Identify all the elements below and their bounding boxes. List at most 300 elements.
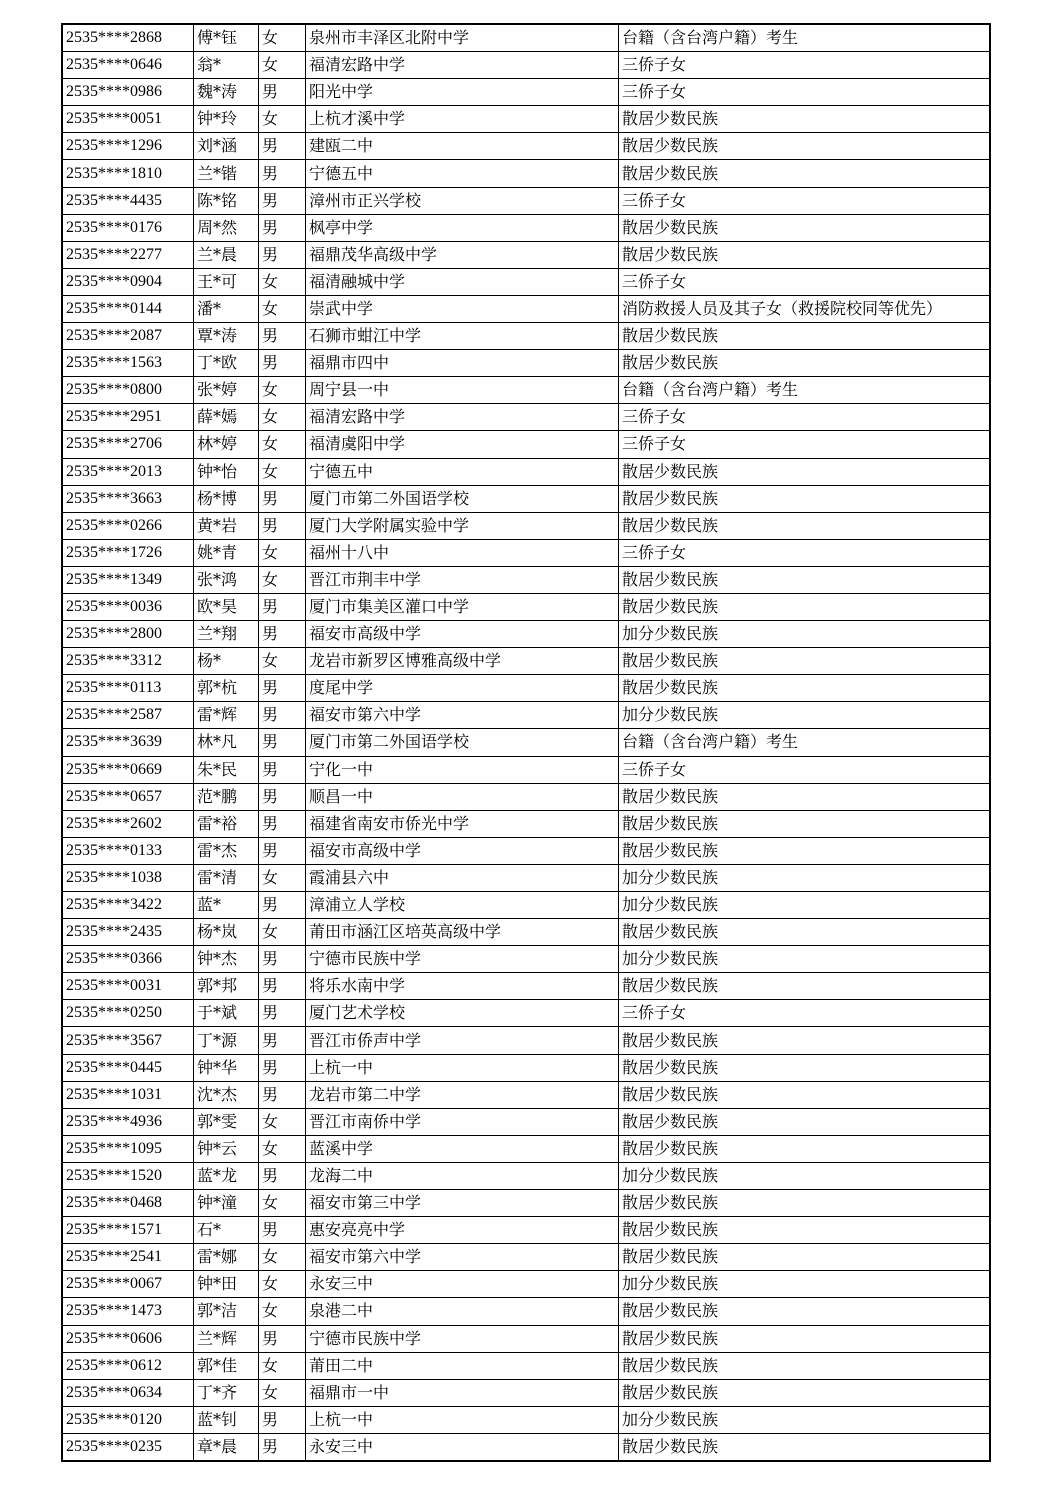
candidate-id-cell: 2535****0657 — [62, 783, 194, 810]
gender-cell: 女 — [259, 268, 306, 295]
candidate-id-cell: 2535****1810 — [62, 160, 194, 187]
candidate-name-cell: 周*然 — [194, 214, 259, 241]
candidate-id-cell: 2535****3422 — [62, 892, 194, 919]
candidate-id-cell: 2535****0266 — [62, 512, 194, 539]
gender-cell: 女 — [259, 1244, 306, 1271]
table-row — [62, 214, 990, 241]
candidate-id-cell: 2535****3639 — [62, 729, 194, 756]
candidate-id-cell: 2535****0986 — [62, 79, 194, 106]
gender-cell: 女 — [259, 377, 306, 404]
candidate-name-cell: 蓝* — [194, 892, 259, 919]
candidate-name-cell: 兰*锴 — [194, 160, 259, 187]
school-cell: 龙岩市新罗区博雅高级中学 — [306, 648, 619, 675]
table-row — [62, 973, 990, 1000]
school-cell: 福建省南安市侨光中学 — [306, 810, 619, 837]
school-cell: 宁德五中 — [306, 458, 619, 485]
school-cell: 福清虞阳中学 — [306, 431, 619, 458]
table-row — [62, 1325, 990, 1352]
table-row — [62, 837, 990, 864]
school-cell: 上杭一中 — [306, 1054, 619, 1081]
school-cell: 永安三中 — [306, 1271, 619, 1298]
category-cell: 三侨子女 — [619, 268, 991, 295]
table-row — [62, 404, 990, 431]
candidate-name-cell: 张*婷 — [194, 377, 259, 404]
category-cell: 散居少数民族 — [619, 648, 991, 675]
candidate-name-cell: 沈*杰 — [194, 1081, 259, 1108]
category-cell: 散居少数民族 — [619, 675, 991, 702]
school-cell: 将乐水南中学 — [306, 973, 619, 1000]
candidate-name-cell: 钟*杰 — [194, 946, 259, 973]
school-cell: 福安市高级中学 — [306, 621, 619, 648]
table-row — [62, 52, 990, 79]
table-row — [62, 593, 990, 620]
table-row — [62, 675, 990, 702]
school-cell: 度尾中学 — [306, 675, 619, 702]
gender-cell: 女 — [259, 24, 306, 52]
candidate-id-cell: 2535****3663 — [62, 485, 194, 512]
school-cell: 厦门艺术学校 — [306, 1000, 619, 1027]
candidate-id-cell: 2535****1473 — [62, 1298, 194, 1325]
candidate-name-cell: 姚*青 — [194, 539, 259, 566]
school-cell: 厦门市第二外国语学校 — [306, 729, 619, 756]
school-cell: 上杭才溪中学 — [306, 106, 619, 133]
candidate-name-cell: 章*晨 — [194, 1433, 259, 1461]
candidate-id-cell: 2535****1296 — [62, 133, 194, 160]
table-row — [62, 729, 990, 756]
category-cell: 加分少数民族 — [619, 1271, 991, 1298]
candidate-name-cell: 钟*田 — [194, 1271, 259, 1298]
category-cell: 散居少数民族 — [619, 973, 991, 1000]
candidate-id-cell: 2535****3567 — [62, 1027, 194, 1054]
category-cell: 三侨子女 — [619, 52, 991, 79]
table-row — [62, 458, 990, 485]
table-row — [62, 485, 990, 512]
school-cell: 阳光中学 — [306, 79, 619, 106]
category-cell: 加分少数民族 — [619, 1162, 991, 1189]
table-row — [62, 1379, 990, 1406]
gender-cell: 女 — [259, 431, 306, 458]
category-cell: 台籍（含台湾户籍）考生 — [619, 24, 991, 52]
gender-cell: 男 — [259, 593, 306, 620]
school-cell: 福安市第六中学 — [306, 702, 619, 729]
table-row — [62, 1000, 990, 1027]
school-cell: 莆田市涵江区培英高级中学 — [306, 919, 619, 946]
table-row — [62, 268, 990, 295]
school-cell: 泉港二中 — [306, 1298, 619, 1325]
gender-cell: 男 — [259, 1433, 306, 1461]
school-cell: 福安市高级中学 — [306, 837, 619, 864]
candidate-name-cell: 丁*欧 — [194, 350, 259, 377]
candidate-name-cell: 郭*邦 — [194, 973, 259, 1000]
candidate-name-cell: 林*婷 — [194, 431, 259, 458]
candidate-name-cell: 翁* — [194, 52, 259, 79]
gender-cell: 女 — [259, 1190, 306, 1217]
category-cell: 散居少数民族 — [619, 1081, 991, 1108]
candidate-id-cell: 2535****0133 — [62, 837, 194, 864]
gender-cell: 男 — [259, 241, 306, 268]
school-cell: 厦门大学附属实验中学 — [306, 512, 619, 539]
candidate-name-cell: 钟*云 — [194, 1135, 259, 1162]
candidate-name-cell: 林*凡 — [194, 729, 259, 756]
candidate-id-cell: 2535****0250 — [62, 1000, 194, 1027]
candidate-id-cell: 2535****3312 — [62, 648, 194, 675]
category-cell: 散居少数民族 — [619, 512, 991, 539]
candidate-id-cell: 2535****0031 — [62, 973, 194, 1000]
gender-cell: 女 — [259, 1271, 306, 1298]
candidate-id-cell: 2535****2602 — [62, 810, 194, 837]
category-cell: 散居少数民族 — [619, 323, 991, 350]
school-cell: 莆田二中 — [306, 1352, 619, 1379]
category-cell: 散居少数民族 — [619, 1135, 991, 1162]
candidate-name-cell: 雷*辉 — [194, 702, 259, 729]
school-cell: 福鼎市四中 — [306, 350, 619, 377]
candidate-name-cell: 薛*嫣 — [194, 404, 259, 431]
category-cell: 散居少数民族 — [619, 1379, 991, 1406]
gender-cell: 男 — [259, 837, 306, 864]
category-cell: 散居少数民族 — [619, 810, 991, 837]
category-cell: 散居少数民族 — [619, 566, 991, 593]
gender-cell: 女 — [259, 1379, 306, 1406]
candidate-name-cell: 杨*博 — [194, 485, 259, 512]
category-cell: 散居少数民族 — [619, 1433, 991, 1461]
school-cell: 厦门市第二外国语学校 — [306, 485, 619, 512]
candidate-name-cell: 丁*源 — [194, 1027, 259, 1054]
gender-cell: 男 — [259, 187, 306, 214]
category-cell: 散居少数民族 — [619, 458, 991, 485]
school-cell: 龙岩市第二中学 — [306, 1081, 619, 1108]
school-cell: 福鼎市一中 — [306, 1379, 619, 1406]
category-cell: 散居少数民族 — [619, 160, 991, 187]
table-row — [62, 1054, 990, 1081]
school-cell: 蓝溪中学 — [306, 1135, 619, 1162]
category-cell: 散居少数民族 — [619, 1244, 991, 1271]
table-row — [62, 1406, 990, 1433]
school-cell: 霞浦县六中 — [306, 864, 619, 891]
candidate-id-cell: 2535****0634 — [62, 1379, 194, 1406]
candidate-id-cell: 2535****0235 — [62, 1433, 194, 1461]
table-row — [62, 892, 990, 919]
candidate-id-cell: 2535****1520 — [62, 1162, 194, 1189]
candidate-name-cell: 刘*涵 — [194, 133, 259, 160]
candidate-id-cell: 2535****1571 — [62, 1217, 194, 1244]
table-row — [62, 1217, 990, 1244]
gender-cell: 男 — [259, 973, 306, 1000]
table-row — [62, 1244, 990, 1271]
gender-cell: 男 — [259, 512, 306, 539]
candidate-id-cell: 2535****0113 — [62, 675, 194, 702]
candidate-name-cell: 范*鹏 — [194, 783, 259, 810]
candidate-name-cell: 石* — [194, 1217, 259, 1244]
candidate-id-cell: 2535****2587 — [62, 702, 194, 729]
candidate-id-cell: 2535****2868 — [62, 24, 194, 52]
candidate-name-cell: 郭*洁 — [194, 1298, 259, 1325]
category-cell: 散居少数民族 — [619, 1190, 991, 1217]
candidate-name-cell: 雷*清 — [194, 864, 259, 891]
gender-cell: 男 — [259, 1217, 306, 1244]
school-cell: 石狮市蚶江中学 — [306, 323, 619, 350]
category-cell: 三侨子女 — [619, 431, 991, 458]
category-cell: 散居少数民族 — [619, 214, 991, 241]
category-cell: 散居少数民族 — [619, 837, 991, 864]
category-cell: 散居少数民族 — [619, 241, 991, 268]
category-cell: 三侨子女 — [619, 404, 991, 431]
school-cell: 龙海二中 — [306, 1162, 619, 1189]
candidate-name-cell: 钟*潼 — [194, 1190, 259, 1217]
table-row — [62, 648, 990, 675]
gender-cell: 男 — [259, 675, 306, 702]
school-cell: 宁化一中 — [306, 756, 619, 783]
category-cell: 散居少数民族 — [619, 1108, 991, 1135]
candidate-name-cell: 兰*翔 — [194, 621, 259, 648]
gender-cell: 男 — [259, 621, 306, 648]
candidate-name-cell: 雷*裕 — [194, 810, 259, 837]
category-cell: 台籍（含台湾户籍）考生 — [619, 729, 991, 756]
school-cell: 福安市第三中学 — [306, 1190, 619, 1217]
school-cell: 崇武中学 — [306, 295, 619, 322]
category-cell: 三侨子女 — [619, 1000, 991, 1027]
table-row — [62, 783, 990, 810]
school-cell: 福清融城中学 — [306, 268, 619, 295]
candidate-id-cell: 2535****1563 — [62, 350, 194, 377]
table-row — [62, 756, 990, 783]
table-row — [62, 24, 990, 52]
candidate-name-cell: 兰*晨 — [194, 241, 259, 268]
category-cell: 散居少数民族 — [619, 1325, 991, 1352]
candidate-id-cell: 2535****1038 — [62, 864, 194, 891]
category-cell: 散居少数民族 — [619, 593, 991, 620]
gender-cell: 男 — [259, 810, 306, 837]
candidate-name-cell: 魏*涛 — [194, 79, 259, 106]
table-row — [62, 106, 990, 133]
category-cell: 散居少数民族 — [619, 350, 991, 377]
category-cell: 加分少数民族 — [619, 702, 991, 729]
table-row — [62, 295, 990, 322]
candidate-name-cell: 兰*辉 — [194, 1325, 259, 1352]
table-row — [62, 1162, 990, 1189]
school-cell: 枫亭中学 — [306, 214, 619, 241]
roster-table — [61, 23, 991, 1462]
table-row — [62, 79, 990, 106]
candidate-name-cell: 傅*钰 — [194, 24, 259, 52]
candidate-name-cell: 郭*雯 — [194, 1108, 259, 1135]
table-row — [62, 1433, 990, 1461]
school-cell: 宁德五中 — [306, 160, 619, 187]
category-cell: 散居少数民族 — [619, 1298, 991, 1325]
candidate-id-cell: 2535****1349 — [62, 566, 194, 593]
category-cell: 三侨子女 — [619, 79, 991, 106]
category-cell: 三侨子女 — [619, 756, 991, 783]
gender-cell: 男 — [259, 783, 306, 810]
candidate-name-cell: 陈*铭 — [194, 187, 259, 214]
candidate-id-cell: 2535****4435 — [62, 187, 194, 214]
gender-cell: 男 — [259, 1081, 306, 1108]
school-cell: 漳浦立人学校 — [306, 892, 619, 919]
candidate-name-cell: 潘* — [194, 295, 259, 322]
candidate-id-cell: 2535****0067 — [62, 1271, 194, 1298]
candidate-name-cell: 王*可 — [194, 268, 259, 295]
category-cell: 散居少数民族 — [619, 106, 991, 133]
gender-cell: 男 — [259, 350, 306, 377]
gender-cell: 男 — [259, 1000, 306, 1027]
candidate-id-cell: 2535****0176 — [62, 214, 194, 241]
table-row — [62, 539, 990, 566]
candidate-id-cell: 2535****0366 — [62, 946, 194, 973]
gender-cell: 男 — [259, 1325, 306, 1352]
category-cell: 台籍（含台湾户籍）考生 — [619, 377, 991, 404]
gender-cell: 男 — [259, 1162, 306, 1189]
gender-cell: 男 — [259, 485, 306, 512]
candidate-id-cell: 2535****0669 — [62, 756, 194, 783]
gender-cell: 男 — [259, 323, 306, 350]
school-cell: 永安三中 — [306, 1433, 619, 1461]
table-row — [62, 1352, 990, 1379]
table-row — [62, 1108, 990, 1135]
gender-cell: 男 — [259, 214, 306, 241]
table-row — [62, 133, 990, 160]
gender-cell: 男 — [259, 946, 306, 973]
gender-cell: 女 — [259, 648, 306, 675]
candidate-id-cell: 2535****0468 — [62, 1190, 194, 1217]
category-cell: 散居少数民族 — [619, 1027, 991, 1054]
category-cell: 消防救援人员及其子女（救援院校同等优先） — [619, 295, 991, 322]
category-cell: 散居少数民族 — [619, 133, 991, 160]
category-cell: 加分少数民族 — [619, 946, 991, 973]
gender-cell: 女 — [259, 1135, 306, 1162]
gender-cell: 女 — [259, 566, 306, 593]
category-cell: 三侨子女 — [619, 539, 991, 566]
candidate-id-cell: 2535****2706 — [62, 431, 194, 458]
school-cell: 晋江市荆丰中学 — [306, 566, 619, 593]
table-row — [62, 512, 990, 539]
candidate-name-cell: 蓝*龙 — [194, 1162, 259, 1189]
candidate-id-cell: 2535****0606 — [62, 1325, 194, 1352]
category-cell: 散居少数民族 — [619, 485, 991, 512]
category-cell: 散居少数民族 — [619, 783, 991, 810]
table-row — [62, 187, 990, 214]
table-row — [62, 621, 990, 648]
school-cell: 福州十八中 — [306, 539, 619, 566]
candidate-id-cell: 2535****0036 — [62, 593, 194, 620]
table-row — [62, 864, 990, 891]
category-cell: 散居少数民族 — [619, 1054, 991, 1081]
candidate-id-cell: 2535****2800 — [62, 621, 194, 648]
school-cell: 泉州市丰泽区北附中学 — [306, 24, 619, 52]
candidate-name-cell: 杨* — [194, 648, 259, 675]
candidate-name-cell: 张*鸿 — [194, 566, 259, 593]
gender-cell: 女 — [259, 295, 306, 322]
candidate-id-cell: 2535****1726 — [62, 539, 194, 566]
category-cell: 加分少数民族 — [619, 892, 991, 919]
candidate-id-cell: 2535****1031 — [62, 1081, 194, 1108]
candidate-id-cell: 2535****0051 — [62, 106, 194, 133]
table-row — [62, 702, 990, 729]
school-cell: 宁德市民族中学 — [306, 1325, 619, 1352]
candidate-name-cell: 丁*齐 — [194, 1379, 259, 1406]
table-row — [62, 810, 990, 837]
candidate-id-cell: 2535****2277 — [62, 241, 194, 268]
table-row — [62, 1298, 990, 1325]
candidate-id-cell: 2535****0612 — [62, 1352, 194, 1379]
candidate-name-cell: 蓝*钊 — [194, 1406, 259, 1433]
candidate-id-cell: 2535****0120 — [62, 1406, 194, 1433]
school-cell: 惠安亮亮中学 — [306, 1217, 619, 1244]
gender-cell: 女 — [259, 404, 306, 431]
candidate-id-cell: 2535****1095 — [62, 1135, 194, 1162]
candidate-name-cell: 欧*昊 — [194, 593, 259, 620]
roster-body — [62, 24, 990, 1461]
school-cell: 福安市第六中学 — [306, 1244, 619, 1271]
candidate-name-cell: 郭*杭 — [194, 675, 259, 702]
school-cell: 周宁县一中 — [306, 377, 619, 404]
candidate-id-cell: 2535****2435 — [62, 919, 194, 946]
category-cell: 散居少数民族 — [619, 1217, 991, 1244]
gender-cell: 男 — [259, 133, 306, 160]
category-cell: 散居少数民族 — [619, 1352, 991, 1379]
school-cell: 厦门市集美区灌口中学 — [306, 593, 619, 620]
school-cell: 宁德市民族中学 — [306, 946, 619, 973]
gender-cell: 女 — [259, 919, 306, 946]
category-cell: 三侨子女 — [619, 187, 991, 214]
gender-cell: 女 — [259, 1298, 306, 1325]
gender-cell: 男 — [259, 729, 306, 756]
table-row — [62, 946, 990, 973]
gender-cell: 女 — [259, 106, 306, 133]
candidate-id-cell: 2535****2087 — [62, 323, 194, 350]
candidate-id-cell: 2535****2013 — [62, 458, 194, 485]
gender-cell: 男 — [259, 702, 306, 729]
school-cell: 建瓯二中 — [306, 133, 619, 160]
candidate-name-cell: 黄*岩 — [194, 512, 259, 539]
table-row — [62, 377, 990, 404]
gender-cell: 女 — [259, 1108, 306, 1135]
table-row — [62, 323, 990, 350]
gender-cell: 女 — [259, 864, 306, 891]
candidate-name-cell: 于*斌 — [194, 1000, 259, 1027]
candidate-id-cell: 2535****0904 — [62, 268, 194, 295]
table-row — [62, 919, 990, 946]
candidate-id-cell: 2535****0445 — [62, 1054, 194, 1081]
table-row — [62, 431, 990, 458]
candidate-name-cell: 雷*杰 — [194, 837, 259, 864]
school-cell: 晋江市南侨中学 — [306, 1108, 619, 1135]
candidate-name-cell: 钟*玲 — [194, 106, 259, 133]
candidate-id-cell: 2535****2951 — [62, 404, 194, 431]
table-row — [62, 1135, 990, 1162]
candidate-id-cell: 2535****0800 — [62, 377, 194, 404]
candidate-id-cell: 2535****0646 — [62, 52, 194, 79]
category-cell: 加分少数民族 — [619, 1406, 991, 1433]
candidate-name-cell: 钟*华 — [194, 1054, 259, 1081]
candidate-name-cell: 朱*民 — [194, 756, 259, 783]
table-row — [62, 1081, 990, 1108]
school-cell: 福清宏路中学 — [306, 404, 619, 431]
candidate-id-cell: 2535****0144 — [62, 295, 194, 322]
school-cell: 上杭一中 — [306, 1406, 619, 1433]
candidate-name-cell: 钟*怡 — [194, 458, 259, 485]
gender-cell: 男 — [259, 160, 306, 187]
gender-cell: 女 — [259, 52, 306, 79]
category-cell: 加分少数民族 — [619, 621, 991, 648]
gender-cell: 男 — [259, 79, 306, 106]
table-row — [62, 1027, 990, 1054]
school-cell: 福清宏路中学 — [306, 52, 619, 79]
candidate-name-cell: 雷*娜 — [194, 1244, 259, 1271]
gender-cell: 男 — [259, 1406, 306, 1433]
table-row — [62, 1190, 990, 1217]
gender-cell: 男 — [259, 892, 306, 919]
table-row — [62, 566, 990, 593]
candidate-id-cell: 2535****2541 — [62, 1244, 194, 1271]
